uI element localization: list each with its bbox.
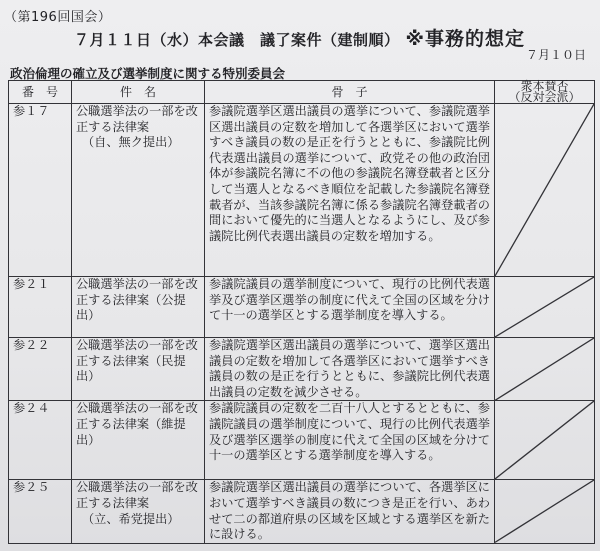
document-date: ７月１０日	[525, 48, 586, 62]
bill-summary: 参議院議員の定数を二百十八人とするとともに、参議院議員の選挙制度について、現行の比例代表選挙及び選挙区選挙の制度に代えて全国の区域を分けて十一の選挙区とする選挙制度を導入する。	[205, 401, 495, 480]
vote-cell-empty	[495, 338, 595, 401]
vote-header-line1: 衆本賛否	[520, 79, 569, 93]
bill-title: 公職選挙法の一部を改正する法律案（維提出）	[76, 401, 198, 447]
diagonal-strike-line	[495, 277, 594, 337]
table-row	[9, 277, 595, 338]
document-title	[74, 24, 525, 51]
vote-cell-empty	[495, 480, 595, 543]
bill-name	[72, 480, 205, 543]
bill-number: 参１７	[9, 104, 72, 277]
vote-cell-empty	[495, 277, 595, 338]
diagonal-strike-line	[495, 338, 594, 400]
vote-header-line2: （反対会派）	[508, 90, 581, 104]
bill-number: 参２２	[9, 338, 72, 401]
bill-title: 公職選挙法の一部を改正する法律案（公提出）	[76, 277, 198, 323]
vote-cell-empty	[495, 104, 595, 277]
diagonal-strike-line	[495, 104, 594, 276]
vote-cell-empty	[495, 401, 595, 480]
bill-name	[72, 338, 205, 401]
bill-title: 公職選挙法の一部を改正する法律案（民提出）	[76, 338, 198, 384]
table-row	[9, 480, 595, 543]
column-header-name: 件 名	[72, 81, 205, 104]
bill-name	[72, 104, 205, 277]
bill-table	[8, 80, 595, 544]
bill-number: 参２１	[9, 277, 72, 338]
column-header-number: 番 号	[9, 81, 72, 104]
bill-submitter: （自、無ク提出）	[82, 135, 180, 150]
bill-summary: 参議院選挙区選出議員の選挙について、参議院選挙区選出議員の定数を増加して各選挙区において選挙すべき議員の数の是正を行うとともに、参議院比例代表選出議員の選挙について、政党その他の政治団体が参議院名簿に不の他の参議院名簿登載者と区分して当選人となるべき順位を記載した参議院名簿登載者が、当該参議院名簿に係る参議院名簿登載者の間において優先的に当選人となるようにし、及び参議院比例代表選出議員の定数を増加する。	[205, 104, 495, 277]
diagonal-strike-line	[495, 480, 594, 542]
column-header-summary: 骨 子	[205, 81, 495, 104]
table-row	[9, 338, 595, 401]
title-text: ７月１１日（水）本会議 議了案件（建制順）	[74, 31, 400, 49]
bill-submitter: （立、希党提出）	[82, 511, 180, 526]
bill-summary: 参議院議員の選挙制度について、現行の比例代表選挙及び選挙区選挙の制度に代えて全国の区域を分けて十一の選挙区とする選挙制度を導入する。	[205, 277, 495, 338]
diagonal-strike-line	[495, 401, 594, 479]
bill-summary: 参議院選挙区選出議員の選挙について、各選挙区において選挙すべき議員の数につき是正を行い、あわせて二の都道府県の区域を区域とする選挙区を新たに設ける。	[205, 480, 495, 543]
bill-number: 参２５	[9, 480, 72, 543]
bill-title: 公職選挙法の一部を改正する法律案	[76, 104, 198, 134]
bill-summary: 参議院選挙区選出議員の選挙について、選挙区選出議員の定数を増加して各選挙区において選挙すべき議員の数の是正を行うとともに、参議院比例代表選出議員の定数を減少させる。	[205, 338, 495, 401]
table-row	[9, 401, 595, 480]
title-note: ※事務的想定	[405, 28, 525, 50]
bill-title: 公職選挙法の一部を改正する法律案	[76, 480, 198, 510]
committee-name: 政治倫理の確立及び選挙制度に関する特別委員会	[10, 66, 286, 81]
table-header-row	[9, 81, 595, 104]
session-label: （第196回国会）	[4, 10, 112, 25]
bill-number: 参２４	[9, 401, 72, 480]
bill-name	[72, 277, 205, 338]
table-row	[9, 104, 595, 277]
bill-name	[72, 401, 205, 480]
column-header-vote	[495, 81, 595, 104]
